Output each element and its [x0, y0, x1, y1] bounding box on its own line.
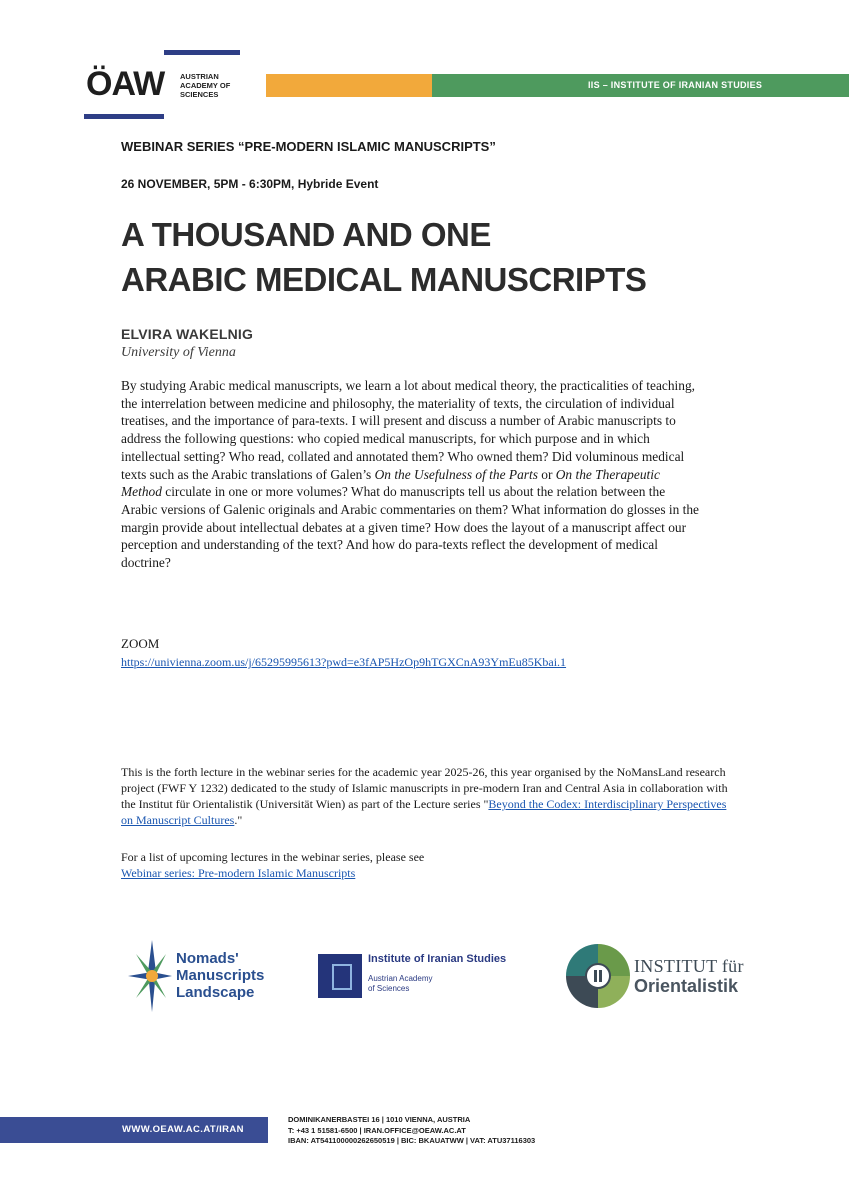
speaker-affiliation: University of Vienna	[121, 345, 236, 360]
iis-emblem-icon	[318, 954, 362, 998]
header-orange-bar	[266, 74, 432, 97]
zoom-label: ZOOM	[121, 636, 160, 651]
upcoming-note: For a list of upcoming lectures in the webinar series, please see	[121, 850, 425, 864]
speaker-name: ELVIRA WAKELNIG	[121, 326, 254, 342]
series-heading: WEBINAR SERIES “PRE-MODERN ISLAMIC MANUSCRIPTS”	[121, 139, 496, 154]
logo-top-bar	[164, 50, 240, 55]
webinar-series-link[interactable]: Webinar series: Pre-modern Islamic Manuscripts	[121, 866, 356, 880]
institute-of-iranian-studies-logo: Institute of Iranian Studies Austrian Academy of Sciences	[318, 950, 538, 1000]
compass-star-icon	[122, 932, 176, 1022]
series-note: This is the forth lecture in the webinar series for the academic year 2025-26, this year organised by the NoMansLand research project (FWF Y 1232) dedicated to the study of Islamic manuscripts in pre-modern Iran and Central Asia in collaboration with the Institut für Orientalistik (Universität Wien) as part of the Lecture series "Beyond the Codex: Interdisciplinary Perspectives on Manuscript Cultures."	[121, 765, 728, 827]
lecture-series-link[interactable]: Beyond the Codex: Interdisciplinary Perspectives on Manuscript Cultures	[121, 797, 727, 827]
footer-website[interactable]: WWW.OEAW.AC.AT/IRAN	[122, 1124, 244, 1135]
orientalistik-emblem-icon	[566, 944, 630, 1008]
institute-name: IIS – INSTITUTE OF IRANIAN STUDIES	[588, 80, 763, 90]
zoom-link[interactable]: https://univienna.zoom.us/j/65295995613?pwd=e3fAP5HzOp9hTGXCnA93YmEu85Kbai.1	[121, 655, 567, 669]
oeaw-logo-subtitle: AUSTRIAN ACADEMY OF SCIENCES	[180, 72, 231, 99]
footer-address: DOMINIKANERBASTEI 16 | 1010 VIENNA, AUSTRIA T: +43 1 51581-6500 | IRAN.OFFICE@OEAW.AC.AT IBAN: AT541100000262650519 | BIC: BKAUATWW | VAT: ATU37116303	[288, 1115, 536, 1145]
lecture-title: A THOUSAND AND ONE ARABIC MEDICAL MANUSCRIPTS	[121, 216, 647, 298]
logo-bottom-bar	[84, 114, 164, 119]
institut-fuer-orientalistik-logo: INSTITUT für Orientalistik	[566, 942, 766, 1012]
nomads-manuscripts-landscape-logo: Nomads' Manuscripts Landscape	[122, 932, 292, 1022]
oeaw-logo: ÖAW	[86, 65, 165, 103]
abstract-text: By studying Arabic medical manuscripts, we learn a lot about medical theory, the practicalities of teaching, the interrelation between medicine and philosophy, the materiality of texts, the circulation of individual treatises, and the importance of para-texts. I will present and discuss a number of Arabic manuscripts to address the following questions: who copied medical manuscripts, for which purpose and in which intellectual setting? Who read, collated and annotated them? Who owned them? Did voluminous medical texts such as the Arabic translations of Galen’s On the Usefulness of the Parts or On the Therapeutic Method circulate in one or more volumes? What do manuscripts tell us about the relation between the Arabic versions of Galenic originals and Arabic commentaries on them? What information do glosses in the margin provide about intellectual debates at a given time? How does the layout of a manuscript affect our perception and understanding of the text? And how do para-texts reflect the development of medical doctrine?	[121, 378, 699, 571]
footer-bar	[0, 1117, 268, 1143]
header-green-bar	[432, 74, 849, 97]
event-date: 26 NOVEMBER, 5PM - 6:30PM, Hybride Event	[121, 177, 379, 191]
